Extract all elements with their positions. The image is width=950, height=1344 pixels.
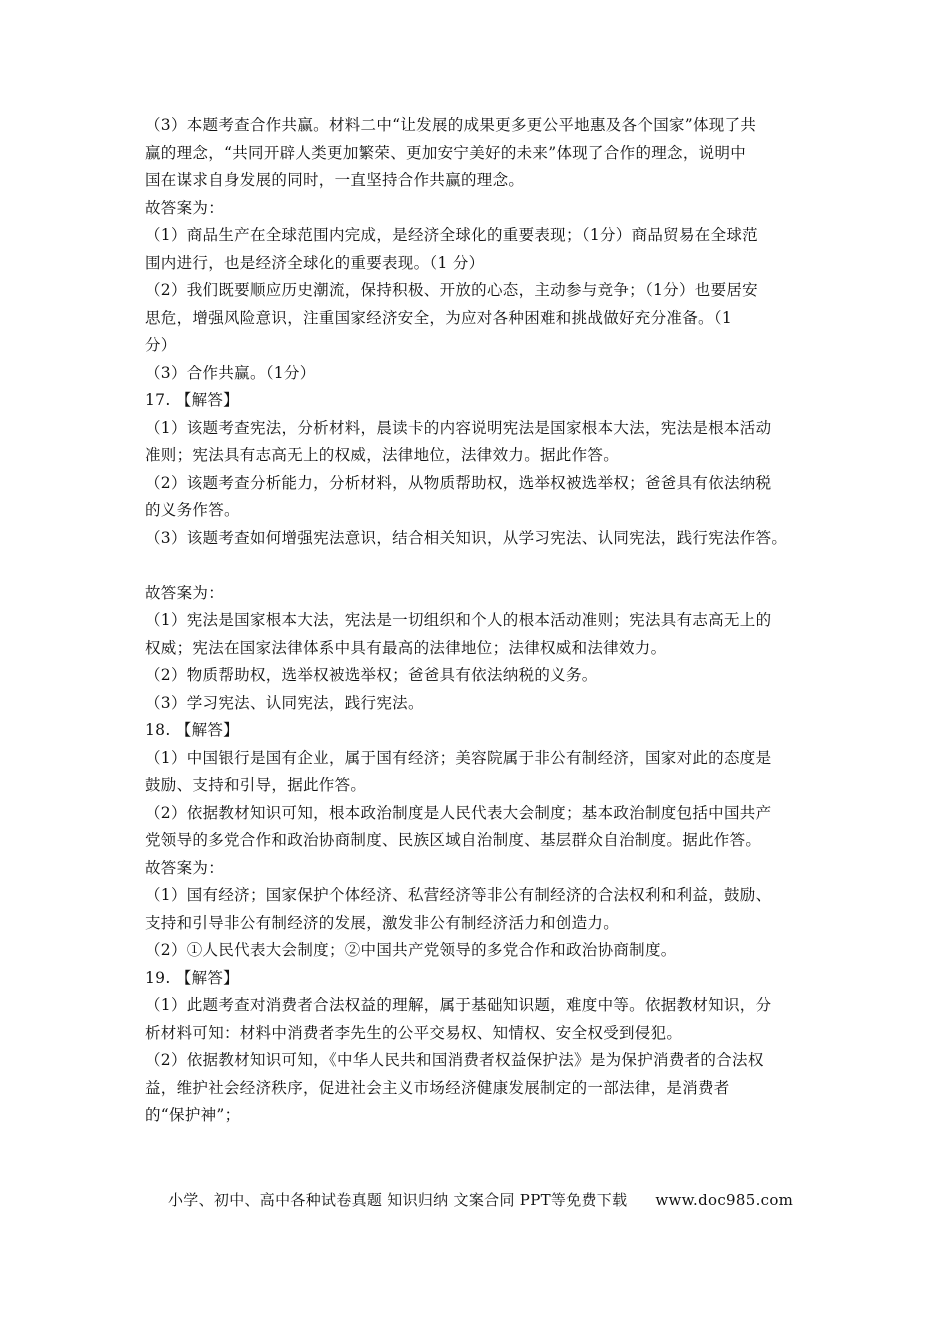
question-heading: 19. 【解答】 xyxy=(145,968,239,987)
text-line: （1）中国银行是国有企业，属于国有经济；美容院属于非公有制经济，国家对此的态度是 xyxy=(145,748,772,767)
text-line: 故答案为： xyxy=(145,858,225,877)
page-footer xyxy=(168,1190,793,1210)
document-body xyxy=(145,112,825,1130)
text-line: （1）商品生产在全球范围内完成，是经济全球化的重要表现；（1分）商品贸易在全球范 xyxy=(145,226,758,244)
text-line: 赢的理念，“共同开辟人类更加繁荣、更加安宁美好的未来”体现了合作的理念，说明中 xyxy=(145,143,747,162)
footer-text: 小学、初中、高中各种试卷真题 知识归纳 文案合同 PPT等免费下载 xyxy=(168,1191,628,1209)
text-line: 的义务作答。 xyxy=(145,501,240,519)
text-line: 的“保护神”； xyxy=(145,1106,241,1124)
text-line: 析材料可知：材料中消费者李先生的公平交易权、知情权、安全权受到侵犯。 xyxy=(145,1023,683,1042)
text-line: （2）依据教材知识可知，根本政治制度是人民代表大会制度；基本政治制度包括中国共产 xyxy=(145,803,772,822)
text-line: （3）合作共赢。（1分） xyxy=(145,363,316,382)
text-line: （3）本题考查合作共赢。材料二中“让发展的成果更多更公平地惠及各个国家”体现了共 xyxy=(145,116,757,134)
text-line: （2）①人民代表大会制度；②中国共产党领导的多党合作和政治协商制度。 xyxy=(145,941,677,959)
text-line: （1）国有经济；国家保护个体经济、私营经济等非公有制经济的合法权利和利益，鼓励、 xyxy=(145,886,772,904)
text-line: 准则；宪法具有志高无上的权威，法律地位，法律效力。据此作答。 xyxy=(145,446,620,464)
text-line: 党领导的多党合作和政治协商制度、民族区域自治制度、基层群众自治制度。据此作答。 xyxy=(145,831,762,849)
text-line: 故答案为： xyxy=(145,583,225,602)
text-line: 分） xyxy=(145,336,177,354)
text-line: （3）学习宪法、认同宪法，践行宪法。 xyxy=(145,693,424,712)
text-line: 故答案为： xyxy=(145,198,225,217)
text-line: 围内进行，也是经济全球化的重要表现。（1 分） xyxy=(145,253,485,272)
text-line: （1）该题考查宪法，分析材料，晨读卡的内容说明宪法是国家根本大法，宪法是根本活动 xyxy=(145,418,772,437)
question-heading: 17. 【解答】 xyxy=(145,391,239,409)
text-line: （1）宪法是国家根本大法，宪法是一切组织和个人的根本活动准则；宪法具有志高无上的 xyxy=(145,611,772,629)
text-line: 国在谋求自身发展的同时，一直坚持合作共赢的理念。 xyxy=(145,171,525,189)
text-line: 益，维护社会经济秩序，促进社会主义市场经济健康发展制定的一部法律，是消费者 xyxy=(145,1078,730,1097)
footer-site-link[interactable]: www.doc985.com xyxy=(655,1191,794,1209)
text-line: （1）此题考查对消费者合法权益的理解，属于基础知识题，难度中等。依据教材知识，分 xyxy=(145,996,772,1014)
text-line: 鼓励、支持和引导，据此作答。 xyxy=(145,776,367,794)
text-line: （2）我们既要顺应历史潮流，保持积极、开放的心态，主动参与竞争；（1分）也要居安 xyxy=(145,281,758,299)
text-line: 支持和引导非公有制经济的发展，激发非公有制经济活力和创造力。 xyxy=(145,913,620,932)
text-line: （2）该题考查分析能力，分析材料，从物质帮助权，选举权被选举权；爸爸具有依法纳税 xyxy=(145,473,772,492)
text-line: （3）该题考查如何增强宪法意识，结合相关知识，从学习宪法、认同宪法，践行宪法作答。 xyxy=(145,528,788,547)
text-line: （2）物质帮助权，选举权被选举权；爸爸具有依法纳税的义务。 xyxy=(145,666,598,684)
question-heading: 18. 【解答】 xyxy=(145,721,239,739)
text-line: （2）依据教材知识可知，《中华人民共和国消费者权益保护法》是为保护消费者的合法权 xyxy=(145,1051,764,1069)
text-line: 思危，增强风险意识，注重国家经济安全，为应对各种困难和挑战做好充分准备。（1 xyxy=(145,308,733,327)
text-line: 权威；宪法在国家法律体系中具有最高的法律地位；法律权威和法律效力。 xyxy=(145,638,667,657)
